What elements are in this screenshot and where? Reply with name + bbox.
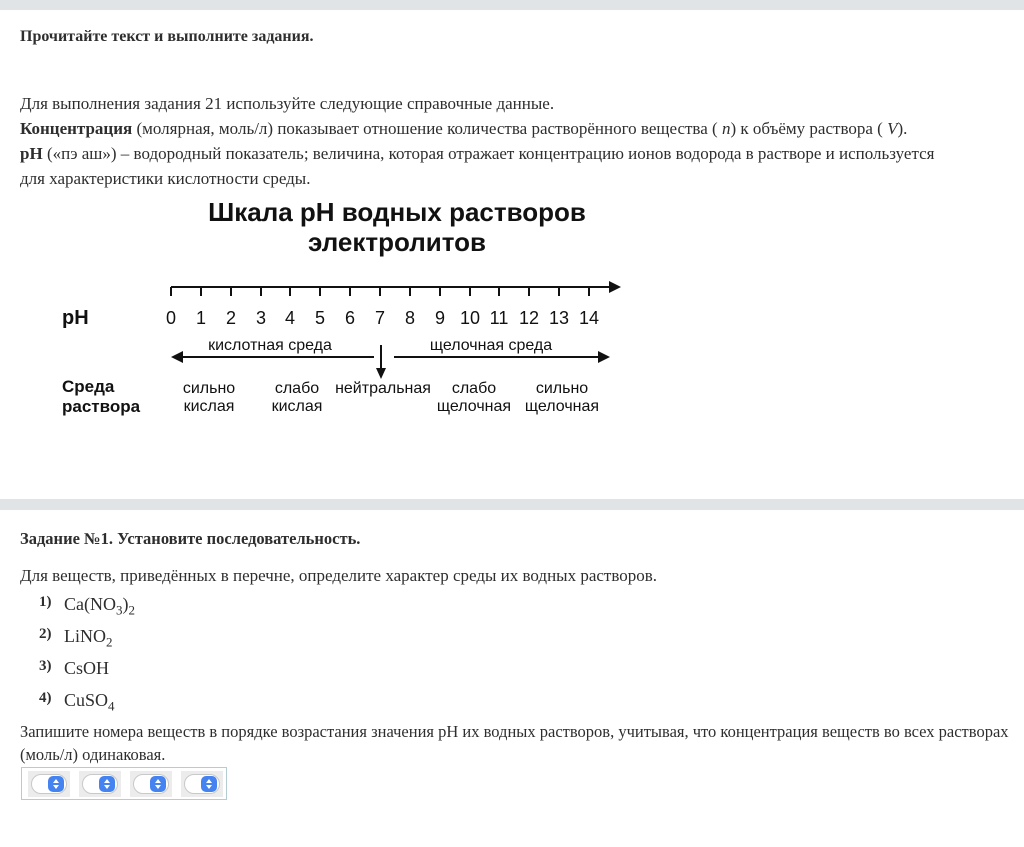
diagram-title-line2: электролитов	[308, 227, 486, 257]
task-description: Для веществ, приведённых в перечне, определите характер среды их водных растворов.	[20, 566, 658, 585]
ph-scale-diagram	[50, 195, 690, 430]
concentration-text: (молярная, моль/л) показывает отношение количества растворённого вещества (	[132, 119, 722, 138]
concentration-term: Концентрация	[20, 119, 133, 138]
up-down-chevron-icon[interactable]	[150, 776, 166, 792]
n-symbol: n	[721, 119, 731, 138]
up-down-chevron-icon[interactable]	[99, 776, 115, 792]
ph-term: pH	[20, 144, 43, 163]
category-weak-alkaline-line2: щелочная	[436, 398, 512, 415]
substance-formula: $Ca(NO_3)_2$	[64, 594, 135, 618]
list-item	[39, 626, 135, 658]
top-gray-bar	[0, 0, 1024, 10]
left-arrowhead-icon	[171, 351, 183, 363]
intro-line-1: Для выполнения задания 21 используйте следующие справочные данные.	[20, 94, 555, 113]
ph-tick-label: 2	[225, 308, 237, 328]
ph-tick-label: 9	[434, 308, 446, 328]
category-neutral: нейтральная	[335, 380, 431, 397]
substance-list	[39, 594, 135, 722]
list-item	[39, 690, 135, 722]
task-note	[20, 720, 1009, 766]
substance-formula: CuSO$_4$	[64, 690, 115, 714]
substance-formula: CsOH	[64, 658, 110, 678]
category-weak-acid-line1: слабо	[274, 380, 320, 397]
list-item	[39, 658, 135, 690]
ph-axis-label: pH	[62, 307, 89, 329]
answer-spinner-1[interactable]	[28, 771, 70, 797]
instruction-heading: Прочитайте текст и выполните задания.	[20, 28, 314, 45]
v-symbol: V	[887, 119, 898, 138]
ph-tick-label: 12	[518, 308, 540, 328]
ph-tick-label: 10	[459, 308, 481, 328]
category-weak-alkaline-line1: слабо	[451, 380, 497, 397]
axis-arrowhead-icon	[609, 281, 621, 293]
diagram-title-line1: Шкала pH водных растворов	[208, 197, 586, 227]
list-item-number: 2)	[39, 626, 52, 642]
task-note-line2: (моль/л) одинаковая.	[20, 745, 166, 764]
ph-tick-label: 1	[195, 308, 207, 328]
answer-spinner-4[interactable]	[181, 771, 223, 797]
task-note-line1: Запишите номера веществ в порядке возрастания значения pH их водных растворов, учитывая, что концентрация веществ во всех растворах	[20, 722, 1009, 741]
category-strong-alkaline-line2: щелочная	[524, 398, 600, 415]
category-strong-acid-line1: сильно	[182, 380, 236, 397]
ph-tick-label: 11	[489, 308, 509, 328]
ph-tick-label: 7	[374, 308, 386, 328]
alkaline-zone-label: щелочная среда	[429, 337, 553, 354]
concentration-text-2: ) к объёму раствора (	[730, 119, 888, 138]
section-divider	[0, 499, 1024, 510]
ph-tick-label: 8	[404, 308, 416, 328]
list-item-number: 1)	[39, 594, 52, 610]
task-heading: Задание №1. Установите последовательность.	[20, 529, 361, 548]
solution-row-label-line1: Среда	[62, 377, 115, 396]
reference-text	[20, 91, 934, 191]
ph-tick-label: 6	[344, 308, 356, 328]
intro-line-ph-2: для характеристики кислотности среды.	[20, 169, 311, 188]
ph-tick-label: 3	[255, 308, 267, 328]
intro-line-ph	[20, 141, 934, 166]
substance-formula: LiNO$_2$	[64, 626, 113, 650]
list-item	[39, 594, 135, 626]
answer-spinner-3[interactable]	[130, 771, 172, 797]
list-item-number: 4)	[39, 690, 52, 706]
list-item-number: 3)	[39, 658, 52, 674]
ph-text: («пэ аш») – водородный показатель; величина, которая отражает концентрацию ионов водорода в растворе и используется	[42, 144, 935, 163]
concentration-text-end: ).	[897, 119, 908, 138]
category-strong-alkaline-line1: сильно	[535, 380, 589, 397]
answer-spinner-2[interactable]	[79, 771, 121, 797]
category-strong-acid-line2: кислая	[183, 398, 235, 415]
ph-tick-label: 0	[165, 308, 177, 328]
up-down-chevron-icon[interactable]	[201, 776, 217, 792]
ph-tick-label: 4	[284, 308, 296, 328]
ph-tick-label: 14	[578, 308, 600, 328]
category-weak-acid-line2: кислая	[271, 398, 323, 415]
up-down-chevron-icon[interactable]	[48, 776, 64, 792]
ph-tick-label: 5	[314, 308, 326, 328]
answer-box	[21, 767, 227, 800]
ph-tick-label: 13	[548, 308, 570, 328]
solution-row-label-line2: раствора	[62, 397, 141, 416]
down-arrowhead-icon	[376, 368, 386, 379]
right-arrowhead-icon	[598, 351, 610, 363]
intro-line-concentration	[20, 116, 934, 141]
acid-zone-label: кислотная среда	[208, 337, 332, 354]
